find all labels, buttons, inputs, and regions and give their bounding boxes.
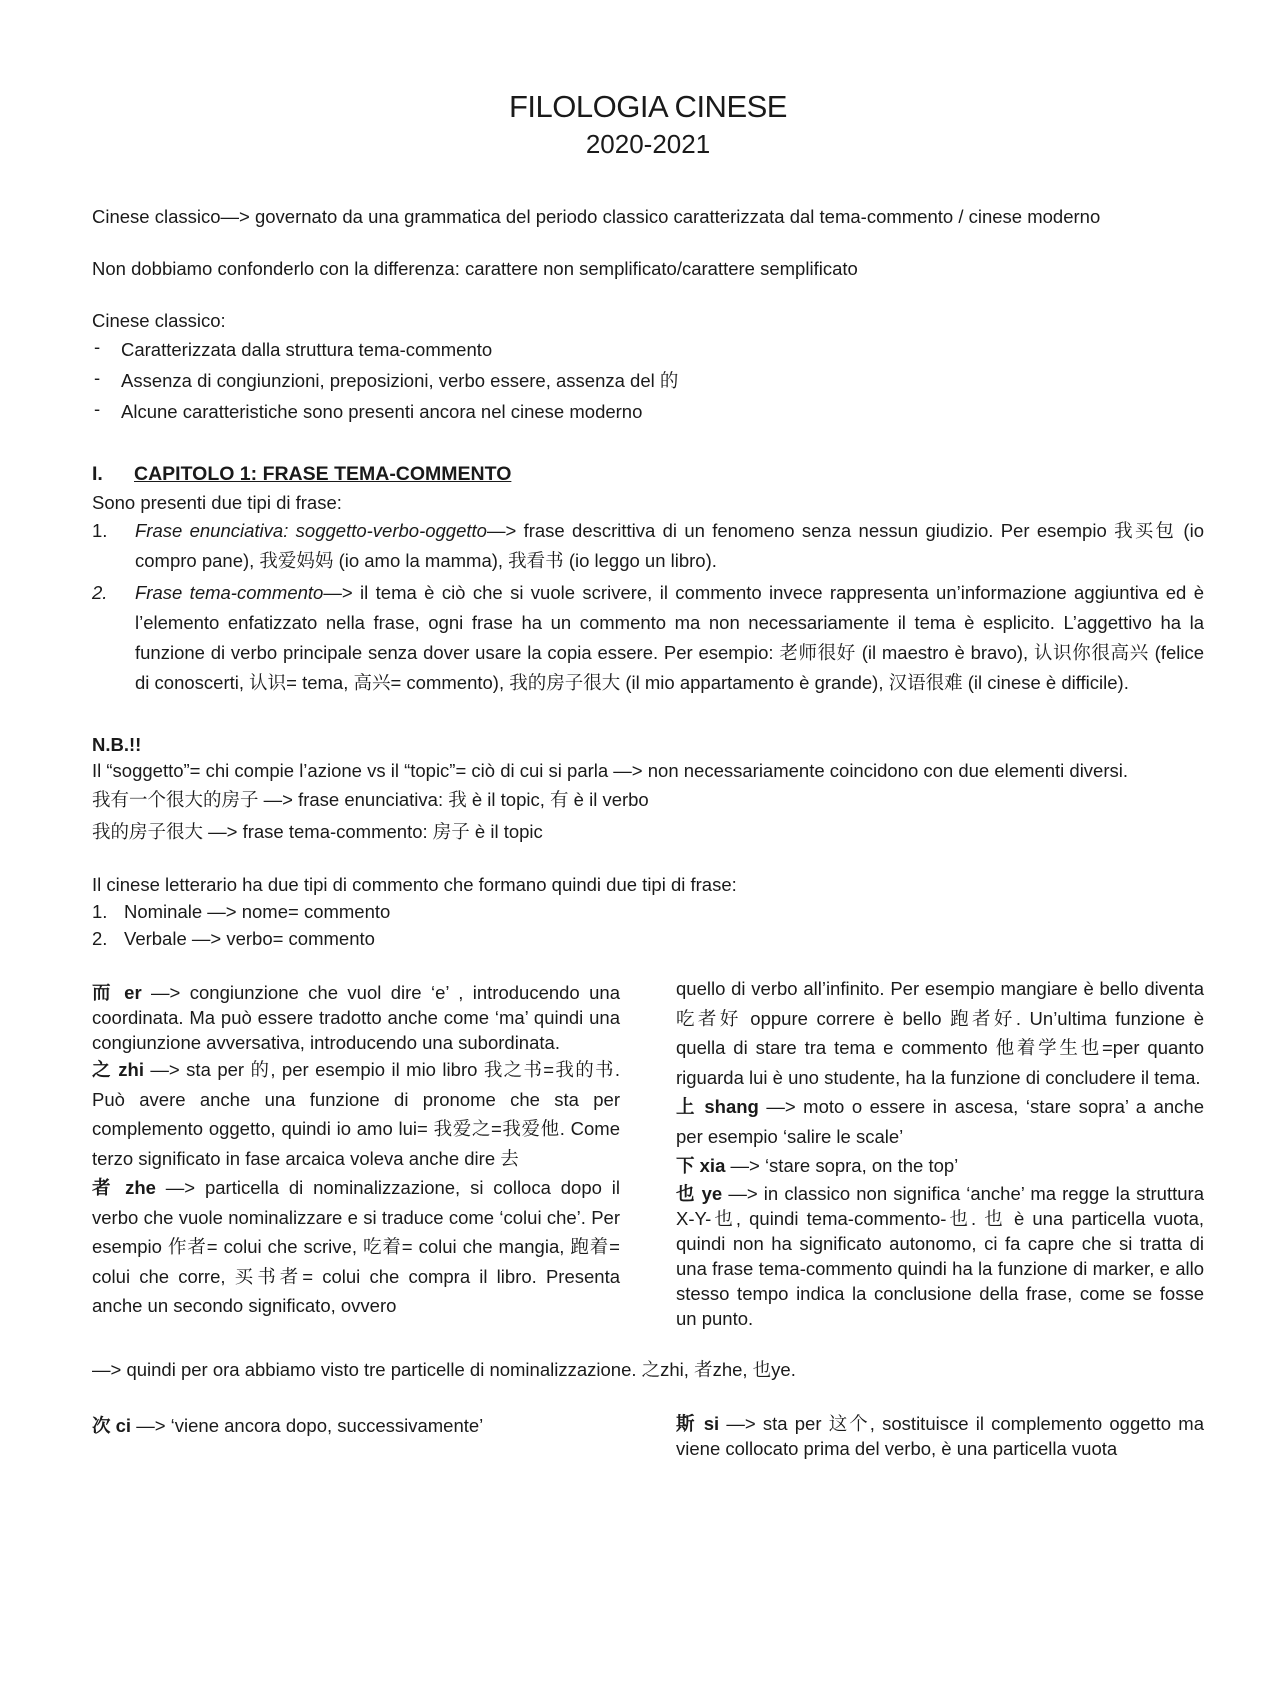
chapter-heading: [92, 459, 1204, 489]
particle-text: —> ‘viene ancora dopo, successivamente’: [131, 1414, 484, 1436]
particle-term: 斯 si: [676, 1412, 720, 1434]
nb-example-2: 我的房子很大 —> frase tema-commento: 房子 è il topic: [92, 821, 543, 842]
left-column: [92, 1411, 620, 1461]
particle-term: 也 ye: [676, 1182, 723, 1204]
chapter-lead: Sono presenti due tipi di frase:: [92, 492, 342, 513]
nb-heading: N.B.!!: [92, 734, 142, 755]
particle-term: 之 zhi: [92, 1059, 144, 1080]
particles-summary: —> quindi per ora abbiamo visto tre particelle di nominalizzazione. 之zhi, 者zhe, 也ye.: [92, 1358, 796, 1380]
chapter-number: I.: [92, 463, 103, 485]
particles-columns: [92, 980, 1204, 1331]
particles-columns-2: [92, 1411, 1204, 1461]
list-item: - Assenza di congiunzioni, preposizioni, verbo essere, assenza del 的: [92, 365, 1204, 396]
list-number: 2.: [92, 582, 108, 603]
nb-paragraph-1: Il “soggetto”= chi compie l’azione vs il “topic”= ciò di cui si parla —> non necessariamente coincidono con due elementi diversi.: [92, 760, 1129, 781]
particle-term: 者 zhe: [92, 1177, 156, 1198]
right-column: [676, 974, 1204, 1331]
particle-er: [92, 980, 620, 1055]
sentence-types-list: [92, 516, 1204, 698]
document-page: [92, 88, 1204, 1461]
classic-features-list: [92, 334, 1204, 427]
list-number: 1.: [92, 901, 108, 922]
particle-term: 下 xia: [676, 1155, 726, 1176]
particle-zhe: [92, 1173, 620, 1321]
particle-text: —> congiunzione che vuol dire ‘e’ , introducendo una coordinata. Ma può essere tradotto anche come ‘ma’ quindi una congiunzione avversativa, introducendo una subordinata.: [92, 982, 620, 1053]
item-text: —> frase descrittiva di un fenomeno senza nessun giudizio. Per esempio 我买包 (io compro pane), 我爱妈妈 (io amo la mamma), 我看书 (io leggo un libro).: [135, 520, 1204, 571]
intro-paragraph-1: Cinese classico—> governato da una grammatica del periodo classico caratterizzata dal tema-commento / cinese moderno: [92, 206, 1101, 227]
particle-text: —> in classico non significa ‘anche’ ma regge la struttura X-Y-也, quindi tema-commento-也. 也 è una particella vuota, quindi non ha significato autonomo, ci fa capre che si tratta di una frase tema-commento quindi ha la funzione di marker, e allo stesso tempo indica la conclusione della frase, come se fosse un punto.: [676, 1182, 1204, 1329]
particle-zhe-continued: quello di verbo all’infinito. Per esempio mangiare è bello diventa 吃者好 oppure correre è bello 跑者好. Un’ultima funzione è quella di stare tra tema e commento 他着学生也=per quanto riguarda lui è uno studente, ha la funzione di concludere il tema.: [676, 978, 1204, 1088]
particle-shang: [676, 1092, 1204, 1151]
academic-year: 2020-2021: [585, 129, 711, 159]
list-item: [92, 925, 1204, 952]
intro-paragraph-3: Cinese classico:: [92, 310, 226, 331]
item-text: Verbale —> verbo= commento: [124, 928, 375, 949]
item-text: Nominale —> nome= commento: [124, 901, 391, 922]
item-text: —> il tema è ciò che si vuole scrivere, il commento invece rappresenta un’informazione aggiuntiva ed è l’elemento enfatizzato nella frase, ogni frase ha un commento ma non necessariamente il tema è esplicito. L’aggettivo ha la funzione di verbo principale senza dover usare la copia essere. Per esempio: 老师很好 (il maestro è bravo), 认识你很高兴 (felice di conoscerti, 认识= tema, 高兴= commento), 我的房子很大 (il mio appartamento è grande), 汉语很难 (il cinese è difficile).: [135, 582, 1205, 693]
particle-text: —> moto o essere in ascesa, ‘stare sopra’ a anche per esempio ‘salire le scale’: [676, 1096, 1204, 1147]
item-term: Frase tema-commento: [135, 582, 324, 603]
particle-term: 而 er: [92, 982, 142, 1003]
particle-xia: [676, 1151, 1204, 1181]
chapter-title: CAPITOLO 1: FRASE TEMA-COMMENTO: [134, 463, 512, 485]
particle-term: 上 shang: [676, 1096, 759, 1117]
list-item: - Caratterizzata dalla struttura tema-commento: [92, 334, 1204, 365]
particle-text: —> ‘stare sopra, on the top’: [725, 1155, 959, 1176]
comment-types-list: [92, 898, 1204, 952]
list-number: 2.: [92, 928, 108, 949]
nb-paragraph-2: Il cinese letterario ha due tipi di commento che formano quindi due tipi di frase:: [92, 874, 737, 895]
left-column: [92, 980, 620, 1331]
right-column: [676, 1411, 1204, 1461]
particle-ye: [676, 1181, 1204, 1331]
particle-text: —> sta per 这个, sostituisce il complemento oggetto ma viene collocato prima del verbo, è una particella vuota: [676, 1412, 1204, 1459]
particle-term: 次 ci: [92, 1414, 132, 1436]
item-term: Frase enunciativa: soggetto-verbo-oggetto: [135, 520, 487, 541]
list-item: [92, 578, 1204, 698]
document-title: FILOLOGIA CINESE: [509, 89, 787, 124]
list-item: - Alcune caratteristiche sono presenti ancora nel cinese moderno: [92, 396, 1204, 427]
particle-text: —> sta per 的, per esempio il mio libro 我之书=我的书. Può avere anche una funzione di pronome che sta per complemento oggetto, quindi io amo lui= 我爱之=我爱他. Come terzo significato in fase arcaica voleva anche dire 去: [92, 1059, 620, 1169]
nb-example-1: 我有一个很大的房子 —> frase enunciativa: 我 è il topic, 有 è il verbo: [92, 789, 649, 810]
list-item: [92, 898, 1204, 925]
particle-si: [676, 1411, 1204, 1461]
particle-zhi: [92, 1055, 620, 1173]
particle-ci: [92, 1411, 620, 1441]
particle-text: —> particella di nominalizzazione, si colloca dopo il verbo che vuole nominalizzare e si traduce come ‘colui che’. Per esempio 作者= colui che scrive, 吃着= colui che mangia, 跑着= colui che corre, 买书者= colui che compra il libro. Presenta anche un secondo significato, ovvero: [92, 1177, 620, 1316]
intro-paragraph-2: Non dobbiamo confonderlo con la differenza: carattere non semplificato/carattere semplificato: [92, 258, 858, 279]
list-number: 1.: [92, 520, 108, 541]
list-item: [92, 516, 1204, 576]
